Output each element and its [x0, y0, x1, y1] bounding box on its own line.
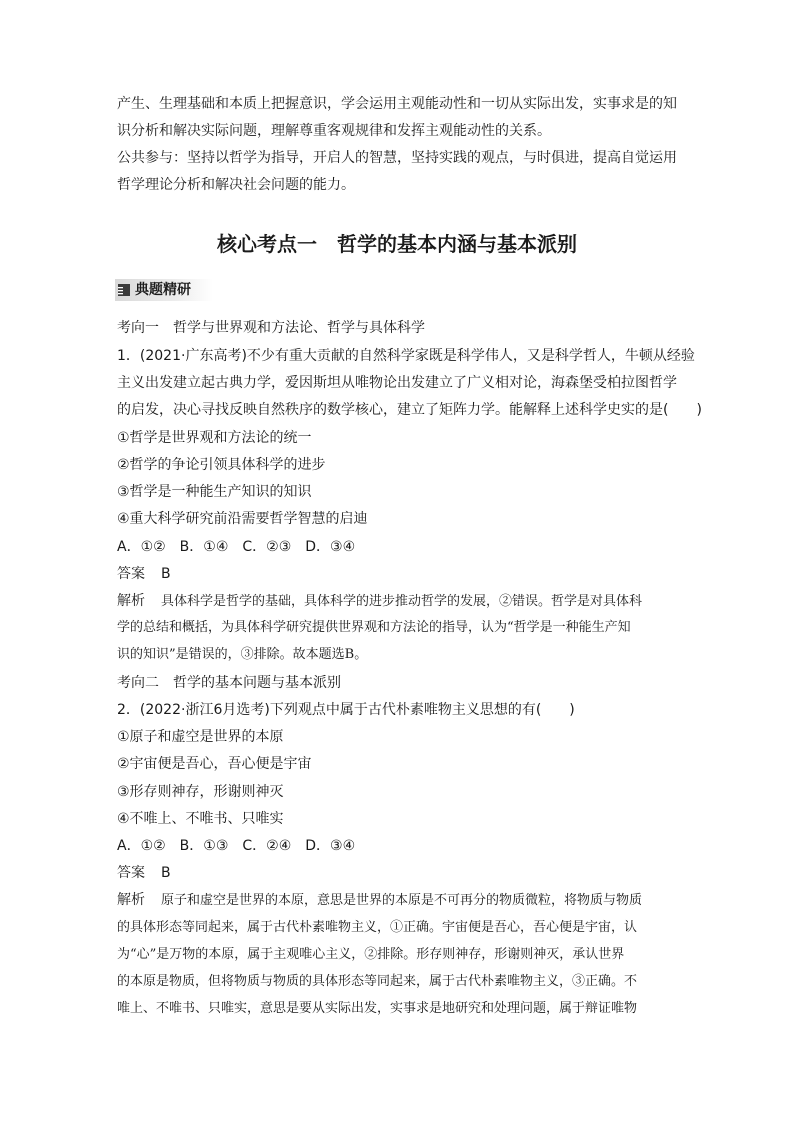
q2-answer: [117, 863, 171, 883]
q2-analysis-line-4: 的本原是物质，但将物质与物质的具体形态等同起来，属于古代朴素唯物主义，③正确。不: [117, 974, 638, 989]
intro-line-1: 产生、生理基础和本质上把握意识，学会运用主观能动性和一切从实际出发，实事求是的知: [117, 96, 677, 112]
q2-analysis-line-5: 唯上、不唯书、只唯实，意思是要从实际出发，实事求是地研究和处理问题，属于辩证唯物: [117, 1001, 638, 1016]
q1-analysis-line-3: 识的知识”是错误的，③排除。故本题选B。: [117, 647, 368, 662]
q2-analysis-text-1: 原子和虚空是世界的本原，意思是世界的本原是不可再分的物质微粒，将物质与物质: [161, 893, 643, 908]
q1-option-1: ①哲学是世界观和方法论的统一: [117, 430, 312, 446]
q1-stem-line-2: 主义出发建立起古典力学，爱因斯坦从唯物论出发建立了广义相对论，海森堡受柏拉图哲学: [117, 375, 677, 391]
q2-option-1: ①原子和虚空是世界的本原: [117, 729, 284, 745]
q2-analysis-label: 解析: [117, 892, 145, 908]
q1-answer-value: B: [161, 566, 171, 582]
q1-analysis-line-1: [117, 591, 642, 612]
q1-analysis-label: 解析: [117, 593, 145, 609]
q1-stem-line-1: 1．(2021·广东高考)不少有重大贡献的自然科学家既是科学伟人，又是科学哲人，牛顿从经验: [117, 348, 695, 364]
q2-analysis-line-2: 的具体形态等同起来，属于古代朴素唯物主义，①正确。宇宙便是吾心，吾心便是宇宙，认: [117, 920, 638, 935]
q1-stem-line-3: 的启发，决心寻找反映自然秩序的数学核心，建立了矩阵力学。能解释上述科学史实的是( ): [117, 402, 702, 418]
q2-option-4: ④不唯上、不唯书、只唯实: [117, 811, 284, 827]
q2-analysis-line-1: [117, 890, 642, 911]
intro-line-2: 识分析和解决实际问题，理解尊重客观规律和发挥主观能动性的关系。: [117, 123, 551, 139]
q2-answer-value: B: [161, 865, 171, 881]
q2-answer-label: 答案: [117, 865, 145, 881]
q2-choices: A．①② B．①③ C．②④ D．③④: [117, 838, 356, 854]
q2-option-3: ③形存则神存，形谢则神灭: [117, 784, 284, 800]
banner-square-icon: [118, 284, 130, 296]
intro-line-3: 公共参与：坚持以哲学为指导，开启人的智慧，坚持实践的观点，与时俱进，提高自觉运用: [117, 150, 677, 166]
q1-option-2: ②哲学的争论引领具体科学的进步: [117, 457, 326, 473]
q1-option-4: ④重大科学研究前沿需要哲学智慧的启迪: [117, 511, 368, 527]
section-banner: [115, 279, 213, 301]
section-title: 核心考点一 哲学的基本内涵与基本派别: [217, 232, 577, 256]
banner-label: 典题精研: [135, 282, 191, 298]
q1-direction: 考向一 哲学与世界观和方法论、哲学与具体科学: [117, 320, 425, 336]
intro-line-4: 哲学理论分析和解决社会问题的能力。: [117, 177, 355, 193]
q1-choices: A．①② B．①④ C．②③ D．③④: [117, 539, 356, 555]
q1-analysis-line-2: 学的总结和概括，为具体科学研究提供世界观和方法论的指导，认为“哲学是一种能生产知: [117, 620, 631, 635]
q1-option-3: ③哲学是一种能生产知识的知识: [117, 484, 312, 500]
q1-answer: [117, 564, 171, 584]
q1-analysis-text-1: 具体科学是哲学的基础，具体科学的进步推动哲学的发展，②错误。哲学是对具体科: [161, 594, 643, 609]
q1-answer-label: 答案: [117, 566, 145, 582]
q2-option-2: ②宇宙便是吾心，吾心便是宇宙: [117, 756, 312, 772]
q2-stem-line-1: 2．(2022·浙江6月选考)下列观点中属于古代朴素唯物主义思想的有( ): [117, 702, 575, 718]
q2-direction: 考向二 哲学的基本问题与基本派别: [117, 675, 341, 691]
q2-analysis-line-3: 为“心”是万物的本原，属于主观唯心主义，②排除。形存则神存，形谢则神灭，承认世界: [117, 947, 625, 962]
